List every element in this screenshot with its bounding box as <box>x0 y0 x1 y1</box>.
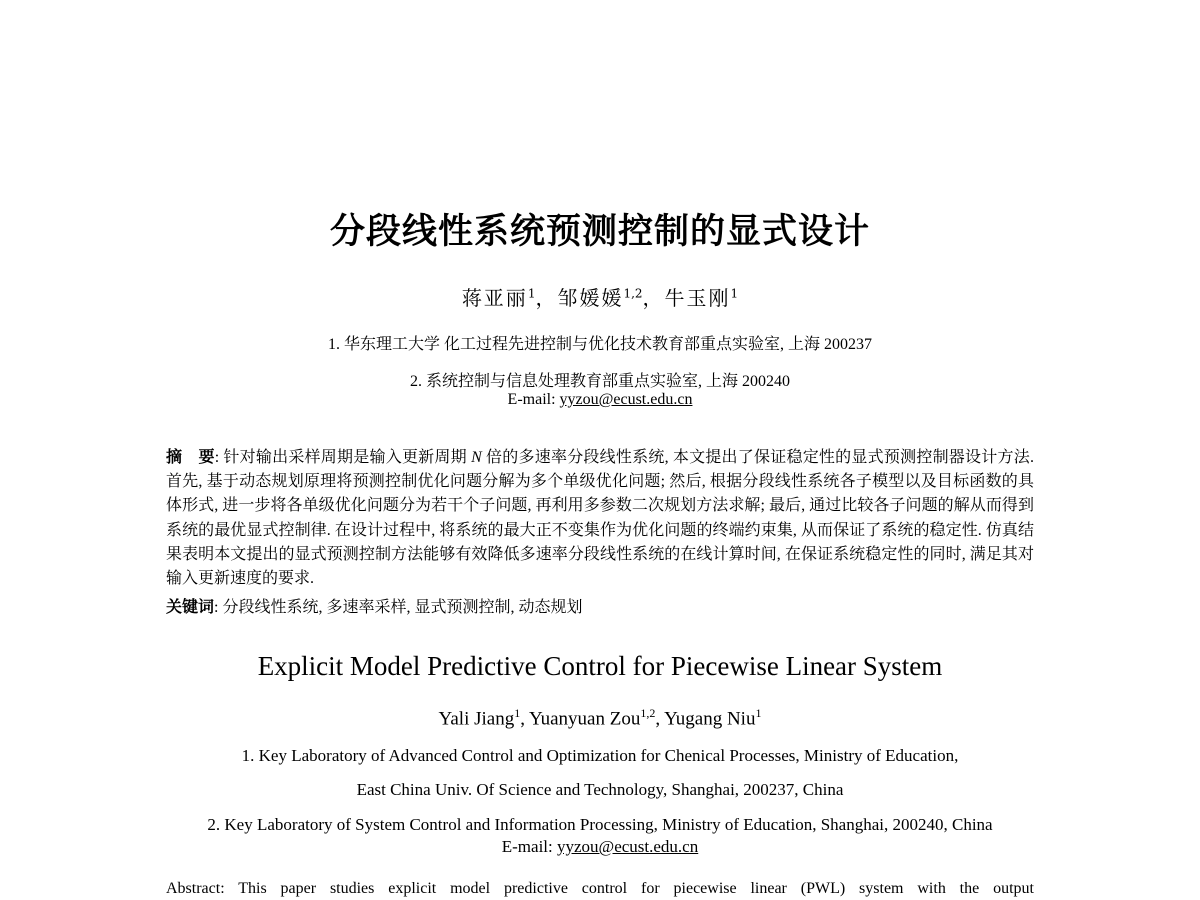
en-author-affil-sup: 1 <box>755 706 762 720</box>
en-author-name: Yuanyuan Zou <box>529 708 641 730</box>
zh-keywords-text: : 分段线性系统, 多速率采样, 显式预测控制, 动态规划 <box>214 599 583 616</box>
zh-affiliation-2: 2. 系统控制与信息处理教育部重点实验室, 上海 200240 <box>409 373 790 390</box>
en-author-separator: , <box>655 708 665 730</box>
en-paper-title: Explicit Model Predictive Control for Piecewise Linear System <box>257 651 943 681</box>
zh-abstract-symbol-n: N <box>471 449 482 466</box>
zh-email-label: E-mail: <box>507 391 560 408</box>
zh-affiliation-1: 1. 华东理工大学 化工过程先进控制与优化技术教育部重点实验室, 上海 200237 <box>327 336 872 353</box>
en-email-label: E-mail: <box>501 837 557 856</box>
zh-author-separator: ， <box>535 286 558 310</box>
zh-author-list <box>0 282 1200 311</box>
zh-author-separator: ， <box>642 286 665 310</box>
en-author-name: Yugang Niu <box>664 708 756 730</box>
zh-author-affil-sup: 1 <box>527 286 536 301</box>
en-author-separator: , <box>520 708 529 730</box>
en-author-affil-sup: 1,2 <box>640 706 656 720</box>
zh-author-affil-sup: 1,2 <box>623 286 643 301</box>
zh-abstract-label: 摘 要 <box>166 447 215 466</box>
zh-email-line <box>0 391 1200 409</box>
zh-author-affil-sup: 1 <box>730 286 739 301</box>
zh-abstract-text-2: 倍的多速率分段线性系统, 本文提出了保证稳定性的显式预测控制器设计方法. 首先, 基于动态规划原理将预测控制优化问题分解为多个单级优化问题; 然后, 根据分段线性系统各子模型以及目标函数的具体形式, 进一步将各单级优化问题分为若干个子问题, 再利用多参数二次规划方法求解; 最后, 通过比较各子问题的解从而得到系统的最优显式控制律. 在设计过程中, 将系统的最大正不变集作为优化问题的终端约束集, 从而保证了系统的稳定性. 仿真结果表明本文提出的显式预测控制方法能够有效降低多速率分段线性系统的在线计算时间, 在保证系统稳定性的同时, 满足其对输入更新速度的要求. <box>166 449 1034 588</box>
en-author-affil-sup: 1 <box>514 706 521 720</box>
en-affiliation-1-line-2: East China Univ. Of Science and Technology, Shanghai, 200237, China <box>356 780 844 799</box>
en-abstract-text: Abstract: This paper studies explicit model predictive control for piecewise linear (PWL) system with the output <box>166 880 1034 897</box>
en-email-link[interactable]: yyzou@ecust.edu.cn <box>557 837 699 856</box>
zh-author-name: 牛玉刚 <box>664 286 731 310</box>
zh-email-link[interactable]: yyzou@ecust.edu.cn <box>559 391 693 408</box>
zh-abstract-text-1: : 针对输出采样周期是输入更新周期 <box>214 449 472 466</box>
en-email-line <box>0 837 1200 857</box>
zh-abstract <box>166 445 1034 591</box>
zh-author-name: 蒋亚丽 <box>461 286 528 310</box>
zh-keywords <box>166 594 582 617</box>
en-affiliation-2: 2. Key Laboratory of System Control and Information Processing, Ministry of Education, Shanghai, 200240, China <box>207 815 993 834</box>
zh-author-name: 邹媛媛 <box>557 286 624 310</box>
en-author-list <box>0 706 1200 730</box>
en-affiliation-1-line-1: 1. Key Laboratory of Advanced Control and Optimization for Chenical Processes, Ministry of Education, <box>241 746 959 765</box>
en-author-name: Yali Jiang <box>438 708 515 730</box>
zh-keywords-label: 关键词 <box>166 597 215 616</box>
en-abstract <box>166 878 1034 900</box>
zh-paper-title: 分段线性系统预测控制的显式设计 <box>329 212 870 252</box>
